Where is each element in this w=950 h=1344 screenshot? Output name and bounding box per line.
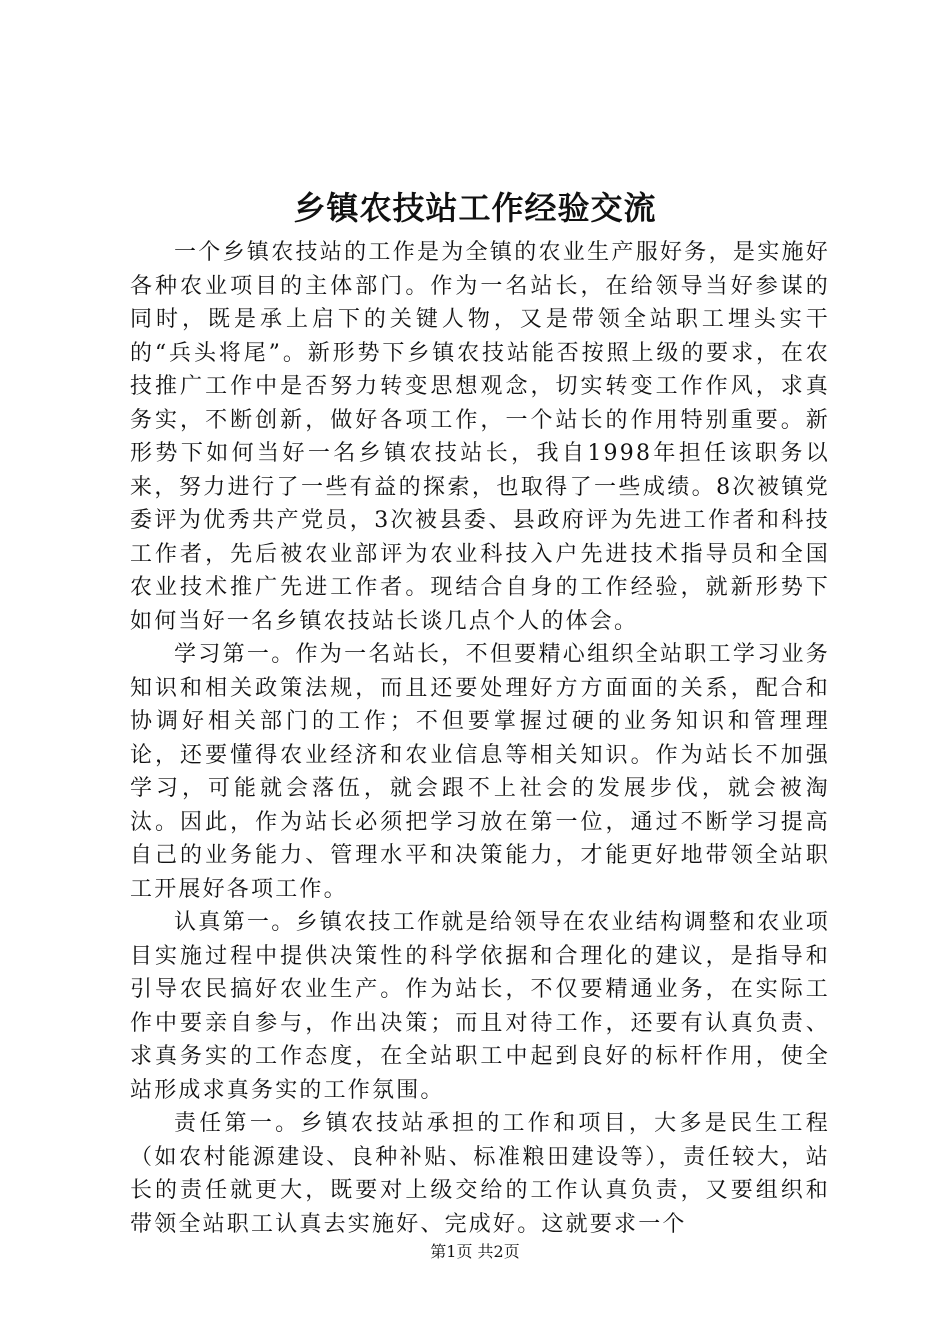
page-footer: 第1页 共2页	[430, 1242, 520, 1261]
paragraph-study-first: 学习第一。作为一名站长，不但要精心组织全站职工学习业务知识和相关政策法规，而且还要处理好方方面面的关系，配合和协调好相关部门的工作；不但要掌握过硬的业务知识和管理理论，还要懂得农业经济和农业信息等相关知识。作为站长不加强学习，可能就会落伍，就会跟不上社会的发展步伐，就会被淘汰。因此，作为站长必须把学习放在第一位，通过不断学习提高自己的业务能力、管理水平和决策能力，才能更好地带领全站职工开展好各项工作。	[130, 642, 830, 902]
document-body	[130, 236, 830, 1241]
paragraph-responsibility-first: 责任第一。乡镇农技站承担的工作和项目，大多是民生工程（如农村能源建设、良种补贴、标准粮田建设等），责任较大，站长的责任就更大，既要对上级交给的工作认真负责，又要组织和带领全站职工认真去实施好、完成好。这就要求一个	[130, 1111, 830, 1237]
paragraph-intro: 一个乡镇农技站的工作是为全镇的农业生产服好务，是实施好各种农业项目的主体部门。作为一名站长，在给领导当好参谋的同时，既是承上启下的关键人物，又是带领全站职工埋头实干的“兵头将尾”。新形势下乡镇农技站能否按照上级的要求，在农技推广工作中是否努力转变思想观念，切实转变工作作风，求真务实，不断创新，做好各项工作，一个站长的作用特别重要。新形势下如何当好一名乡镇农技站长，我自1998年担任该职务以来，努力进行了一些有益的探索，也取得了一些成绩。8次被镇党委评为优秀共产党员，3次被县委、县政府评为先进工作者和科技工作者，先后被农业部评为农业科技入户先进技术指导员和全国农业技术推广先进工作者。现结合自身的工作经验，就新形势下如何当好一名乡镇农技站长谈几点个人的体会。	[130, 240, 830, 634]
paragraph-serious-first: 认真第一。乡镇农技工作就是给领导在农业结构调整和农业项目实施过程中提供决策性的科学依据和合理化的建议，是指导和引导农民搞好农业生产。作为站长，不仅要精通业务，在实际工作中要亲自参与，作出决策；而且对待工作，还要有认真负责、求真务实的工作态度，在全站职工中起到良好的标杆作用，使全站形成求真务实的工作氛围。	[130, 910, 830, 1103]
document-title: 乡镇农技站工作经验交流	[293, 189, 657, 227]
